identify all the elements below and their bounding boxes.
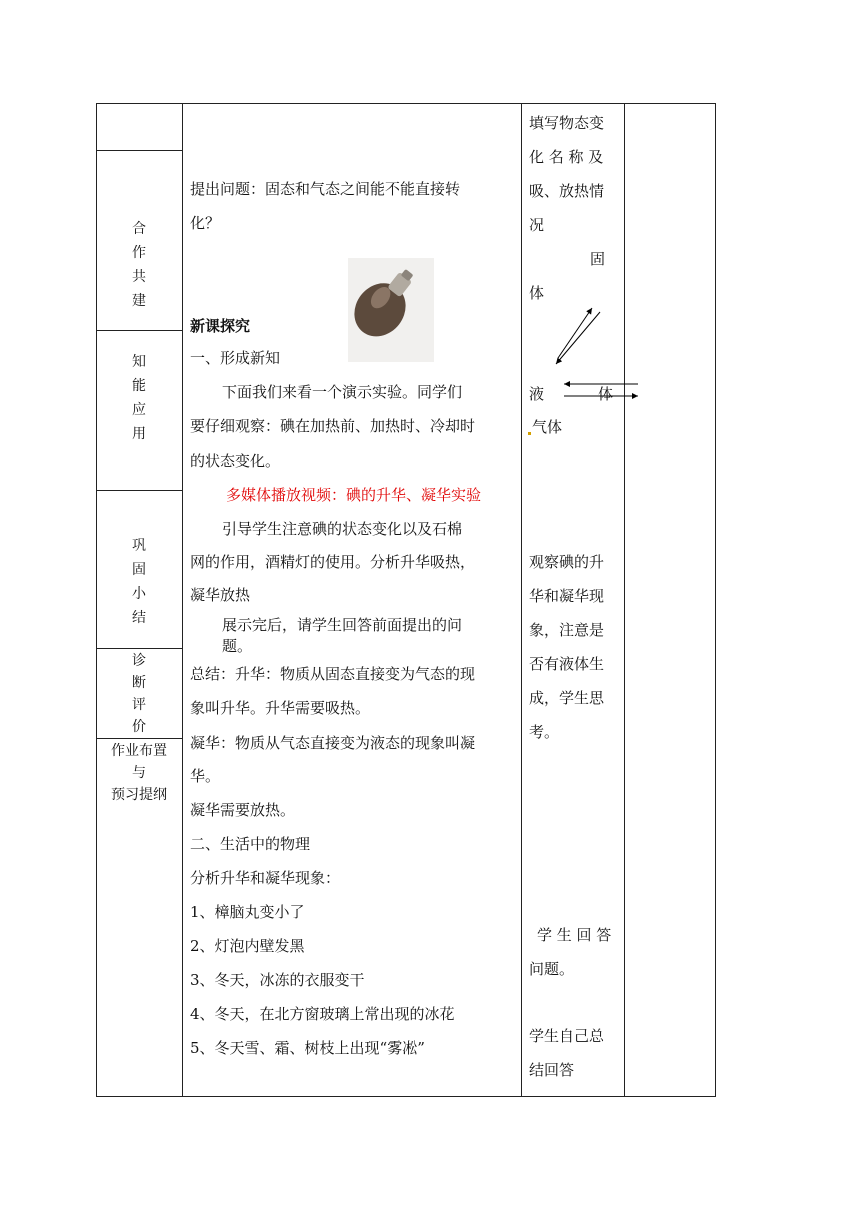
demo-line-1: 下面我们来看一个演示实验。同学们 <box>222 383 463 401</box>
example-5: 5、冬天雪、霜、树枝上出现“雾凇” <box>190 1039 425 1057</box>
guide-line-1: 引导学生注意碘的状态变化以及石棉 <box>222 520 463 538</box>
label-diagnose: 诊 断 评 价 <box>132 653 146 735</box>
media-note: 多媒体播放视频：碘的升华、凝华实验 <box>226 486 482 504</box>
label-homework: 作业布置 与 预习提纲 <box>111 743 167 803</box>
example-2: 2、灯泡内壁发黑 <box>190 937 305 955</box>
observe-line-4: 否有液体生 <box>529 655 605 673</box>
fill-line-4: 况 <box>529 216 545 234</box>
fill-line-1: 填写物态变 <box>529 114 605 132</box>
light-bulb-image <box>342 254 438 366</box>
after-line-1: 展示完后，请学生回答前面提出的问 <box>222 616 463 634</box>
row-divider-5 <box>96 738 182 739</box>
col-divider-2 <box>521 103 522 1097</box>
label-apply: 知 能 应 用 <box>132 354 146 442</box>
summarize-line-1: 学生自己总 <box>529 1027 605 1045</box>
label-consolidate: 巩 固 小 结 <box>132 538 146 626</box>
part2-title: 二、生活中的物理 <box>190 835 311 853</box>
deposition-line-2: 华。 <box>190 767 221 785</box>
example-4: 4、冬天，在北方窗玻璃上常出现的冰花 <box>190 1005 455 1023</box>
col-divider-3 <box>624 103 625 1097</box>
observe-line-6: 考。 <box>529 723 560 741</box>
summary-line-1: 总结：升华：物质从固态直接变为气态的现 <box>190 665 476 683</box>
fill-line-3: 吸、放热情 <box>529 182 605 200</box>
phase-change-arrows <box>540 300 650 410</box>
liquid-label: 液 <box>529 385 545 403</box>
col-divider-1 <box>182 103 183 1097</box>
guide-line-3: 凝华放热 <box>190 586 251 604</box>
summarize-line-2: 结回答 <box>529 1061 575 1079</box>
part1-title: 一、形成新知 <box>190 349 281 367</box>
answer-line-2: 问题。 <box>529 960 575 978</box>
row-divider-1 <box>96 150 182 151</box>
solid-label-a: 固 <box>590 250 606 268</box>
observe-line-3: 象，注意是 <box>529 621 605 639</box>
row-divider-3 <box>96 490 182 491</box>
deposition-line-1: 凝华：物质从气态直接变为液态的现象叫凝 <box>190 734 476 752</box>
marker-dot <box>528 432 531 435</box>
summary-line-2: 象叫升华。升华需要吸热。 <box>190 699 371 717</box>
analyze-line: 分析升华和凝华现象： <box>190 869 341 887</box>
question-line-2: 化？ <box>190 214 221 232</box>
row-divider-2 <box>96 330 182 331</box>
gas-label: 气体 <box>527 416 562 437</box>
deposition-heat: 凝华需要放热。 <box>190 801 296 819</box>
example-1: 1、樟脑丸变小了 <box>190 903 305 921</box>
example-3: 3、冬天，冰冻的衣服变干 <box>190 971 365 989</box>
label-collab: 合 作 共 建 <box>132 221 146 309</box>
answer-line-1: 学 生 回 答 <box>537 926 612 944</box>
fill-line-2: 化 名 称 及 <box>529 148 604 166</box>
observe-line-1: 观察碘的升 <box>529 553 605 571</box>
demo-line-2: 要仔细观察：碘在加热前、加热时、冷却时 <box>190 417 476 435</box>
observe-line-5: 成，学生思 <box>529 689 605 707</box>
section-title: 新课探究 <box>190 317 251 335</box>
after-line-2: 题。 <box>222 637 253 655</box>
liquid-label-b: 体 <box>598 385 614 403</box>
lesson-table <box>96 103 716 1097</box>
observe-line-2: 华和凝华现 <box>529 587 605 605</box>
question-line-1: 提出问题：固态和气态之间能不能直接转 <box>190 180 461 198</box>
guide-line-2: 网的作用，酒精灯的使用。分析升华吸热， <box>190 553 476 571</box>
demo-line-3: 的状态变化。 <box>190 452 281 470</box>
row-divider-4 <box>96 648 182 649</box>
solid-label-b: 体 <box>529 284 545 302</box>
